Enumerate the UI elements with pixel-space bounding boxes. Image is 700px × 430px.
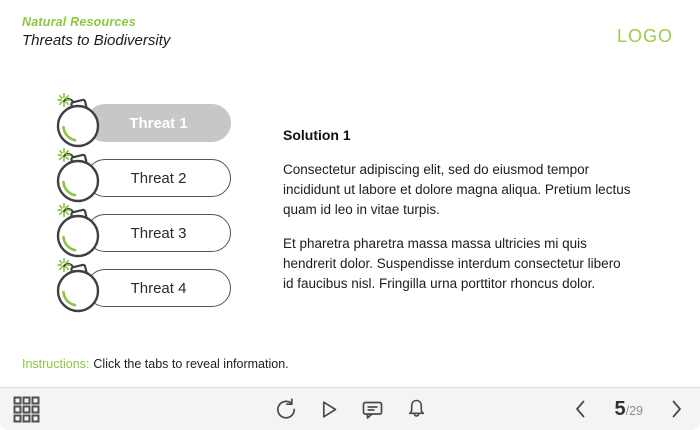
pagination-controls: [572, 388, 685, 430]
comment-icon: [360, 397, 386, 422]
bomb-icon: [52, 148, 104, 206]
play-icon: [316, 397, 341, 422]
bell-icon: [405, 397, 429, 422]
tab-label[interactable]: Threat 2: [86, 159, 231, 197]
menu-grid-button[interactable]: [13, 396, 40, 423]
instructions-text: Click the tabs to reveal information.: [93, 357, 289, 371]
tab-label[interactable]: Threat 1: [86, 104, 231, 142]
page-title: Threats to Biodiversity: [22, 32, 171, 49]
chevron-left-icon: [572, 398, 589, 420]
tab-label[interactable]: Threat 4: [86, 269, 231, 307]
course-category: Natural Resources: [22, 15, 136, 29]
current-page: 5: [614, 397, 626, 420]
next-slide-button[interactable]: [668, 398, 685, 420]
tab-label[interactable]: Threat 3: [86, 214, 231, 252]
threat-tabs: [52, 104, 234, 324]
tab-threat-2[interactable]: [52, 159, 234, 197]
slide-header: [22, 15, 170, 49]
tab-threat-1[interactable]: [52, 104, 234, 142]
bomb-icon: [52, 258, 104, 316]
bomb-icon: [52, 93, 104, 151]
notifications-button[interactable]: [405, 397, 429, 422]
solution-paragraph: Et pharetra pharetra massa massa ultricies mi quis hendrerit dolor. Suspendisse interdum consectetur libero id faucibus nisl. Fringilla urna porttitor rhoncus dolor.: [283, 235, 621, 291]
tab-threat-4[interactable]: [52, 269, 234, 307]
solution-panel: [283, 127, 631, 308]
solution-paragraph: Consectetur adipiscing elit, sed do eiusmod tempor incididunt ut labore et dolore magna aliqua. Pretium lectus quam id leo in vitae turpis.: [283, 162, 631, 217]
comment-button[interactable]: [360, 397, 386, 422]
instructions-label: Instructions:: [22, 357, 90, 371]
logo: LOGO: [616, 26, 673, 46]
replay-button[interactable]: [272, 397, 297, 422]
player-controls: [272, 388, 429, 430]
menu-grid-icon: [13, 396, 40, 423]
bomb-icon: [52, 203, 104, 261]
replay-icon: [272, 397, 297, 422]
total-pages: 29: [629, 403, 643, 418]
tab-threat-3[interactable]: [52, 214, 234, 252]
chevron-right-icon: [668, 398, 685, 420]
page-counter: 5 / 29: [614, 397, 643, 420]
solution-heading: Solution 1: [283, 127, 351, 143]
prev-slide-button[interactable]: [572, 398, 589, 420]
player-bar: [0, 387, 700, 430]
instructions: [22, 357, 289, 371]
play-button[interactable]: [316, 397, 341, 422]
